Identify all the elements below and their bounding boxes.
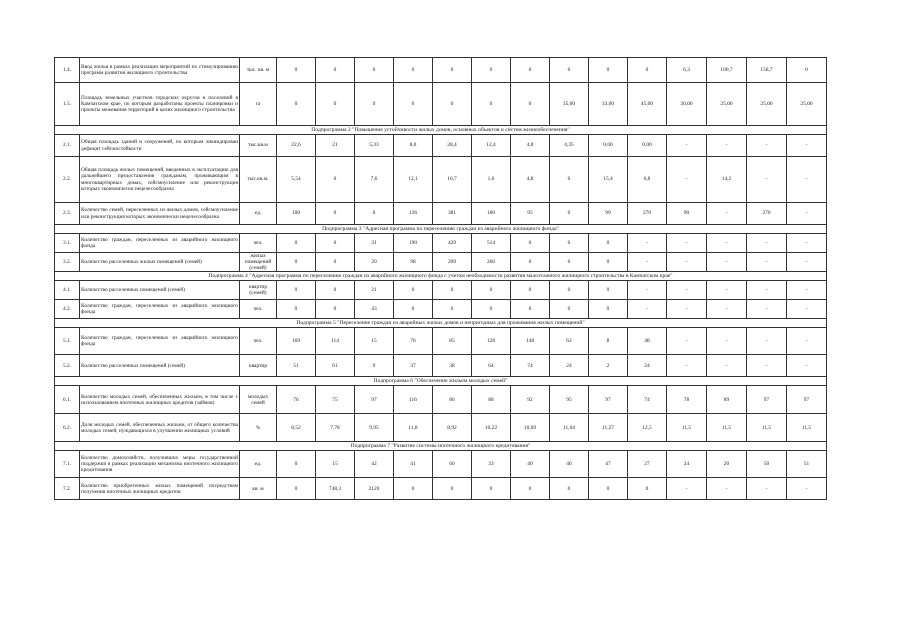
value-cell: 0 [511, 253, 550, 272]
value-cell: 97 [747, 386, 787, 414]
value-cell: 9 [355, 355, 394, 377]
value-cell: 12,5 [628, 414, 667, 442]
value-cell: 97 [355, 386, 394, 414]
value-cell: 2 [589, 355, 628, 377]
indicator-name: Ввод жилья в рамках реализации мероприятий по стимулированию программ развития жилищного строительства [80, 58, 240, 83]
value-cell: 158,7 [747, 58, 787, 83]
value-cell: - [707, 135, 747, 157]
row-number: 5.2. [55, 355, 80, 377]
value-cell: 6,3 [667, 58, 707, 83]
value-cell: 0 [550, 300, 589, 319]
value-cell: 90 [667, 203, 707, 225]
table-row [55, 414, 827, 442]
value-cell: 0 [316, 300, 355, 319]
value-cell: 0 [550, 58, 589, 83]
section-title: Подпрограмма 4 "Адресная программа по переселению граждан из аварийного жилищного фонда с учетом необходимости развития малоэтажного жилищного строительства в Камчатском крае" [55, 272, 827, 281]
row-number: 7.1. [55, 451, 80, 478]
row-number: 5.1. [55, 328, 80, 355]
value-cell: 15 [355, 328, 394, 355]
value-cell: 11,8 [394, 414, 433, 442]
value-cell: 128 [472, 328, 511, 355]
value-cell: - [747, 281, 787, 300]
value-cell: 0,00 [628, 135, 667, 157]
value-cell: 0 [550, 281, 589, 300]
value-cell: 0 [277, 300, 316, 319]
value-cell: 209 [433, 253, 472, 272]
value-cell: 748,3 [316, 478, 355, 500]
value-cell: 11,5 [747, 414, 787, 442]
value-cell: - [747, 478, 787, 500]
table-row [55, 300, 827, 319]
value-cell: 0 [433, 83, 472, 126]
value-cell: 0 [511, 58, 550, 83]
value-cell: 99 [589, 203, 628, 225]
value-cell: 92 [511, 386, 550, 414]
value-cell: 25,00 [707, 83, 747, 126]
value-cell: 0 [472, 83, 511, 126]
value-cell: 190 [394, 234, 433, 253]
value-cell: 0 [433, 281, 472, 300]
table-row [55, 234, 827, 253]
value-cell: 148 [511, 328, 550, 355]
table-row [55, 478, 827, 500]
value-cell: 0 [589, 300, 628, 319]
table-row [55, 451, 827, 478]
value-cell: 24 [628, 355, 667, 377]
value-cell: 7,78 [316, 414, 355, 442]
value-cell: 0 [394, 58, 433, 83]
value-cell: - [628, 300, 667, 319]
value-cell: - [747, 135, 787, 157]
value-cell: 11,5 [667, 414, 707, 442]
value-cell: 0 [433, 300, 472, 319]
value-cell: 4,8 [511, 135, 550, 157]
unit-cell: га [240, 83, 277, 126]
table-row [55, 328, 827, 355]
value-cell: - [747, 157, 787, 203]
value-cell: 0 [277, 58, 316, 83]
value-cell: 116 [394, 386, 433, 414]
value-cell: - [667, 135, 707, 157]
value-cell: 12,4 [472, 135, 511, 157]
value-cell: 0 [277, 253, 316, 272]
row-number: 3.1. [55, 234, 80, 253]
table-row [55, 135, 827, 157]
value-cell: - [707, 328, 747, 355]
section-title: Подпрограмма 2 "Повышение устойчивости жилых домов, основных объектов и систем жизнеобеспечения" [55, 126, 827, 135]
row-number: 6.2. [55, 414, 80, 442]
table-row [55, 386, 827, 414]
section-header-row [55, 319, 827, 328]
unit-cell: жилых помещений (семей) [240, 253, 277, 272]
value-cell: 61 [316, 355, 355, 377]
value-cell: 114 [316, 328, 355, 355]
section-title: Подпрограмма 3 "Адресная программа по переселению граждан из аварийного жилищного фонда" [55, 225, 827, 234]
value-cell: - [707, 355, 747, 377]
value-cell: - [667, 328, 707, 355]
value-cell: 5,54 [277, 157, 316, 203]
row-number: 1.5. [55, 83, 80, 126]
indicator-name: Доля молодых семей, обеспеченных жильем, от общего количества молодых семей, нуждающихся в улучшении жилищных условий [80, 414, 240, 442]
row-number: 2.3. [55, 203, 80, 225]
unit-cell: тыс.кв.м [240, 135, 277, 157]
value-cell: 22,6 [277, 135, 316, 157]
value-cell: 30,00 [667, 83, 707, 126]
value-cell: 0 [589, 234, 628, 253]
indicator-name: Количество граждан, переселенных из аварийного жилищного фонда [80, 234, 240, 253]
value-cell: 62 [550, 328, 589, 355]
value-cell: 0 [394, 300, 433, 319]
indicator-name: Площадь земельных участков городских округов и поселений в Камчатском крае, по которым разработаны проекты планировки и проекты межевания территорий в целях жилищного строительства [80, 83, 240, 126]
value-cell: 47 [589, 451, 628, 478]
value-cell: 35,00 [550, 83, 589, 126]
value-cell: - [707, 478, 747, 500]
value-cell: 0 [394, 478, 433, 500]
value-cell: 89 [707, 386, 747, 414]
indicator-name: Количество молодых семей, обеспеченных жильем, в том числе с использованием ипотечных жилищных кредитов (займов) [80, 386, 240, 414]
unit-cell: тыс. кв. м [240, 58, 277, 83]
value-cell: - [707, 203, 747, 225]
value-cell: 8,0 [394, 135, 433, 157]
value-cell: 0 [550, 203, 589, 225]
value-cell: 8,92 [433, 414, 472, 442]
value-cell: 43 [355, 300, 394, 319]
value-cell: - [707, 234, 747, 253]
section-header-row [55, 126, 827, 135]
value-cell: 0 [550, 478, 589, 500]
value-cell: - [667, 157, 707, 203]
value-cell: 0 [550, 157, 589, 203]
value-cell: 74 [628, 386, 667, 414]
value-cell: 37 [394, 355, 433, 377]
table-row [55, 157, 827, 203]
unit-cell: чел. [240, 234, 277, 253]
section-header-row [55, 442, 827, 451]
value-cell: 51 [787, 451, 827, 478]
unit-cell: чел. [240, 328, 277, 355]
value-cell: 270 [747, 203, 787, 225]
value-cell: 0 [628, 58, 667, 83]
value-cell: 11,04 [550, 414, 589, 442]
value-cell: 180 [472, 203, 511, 225]
value-cell: - [628, 253, 667, 272]
value-cell: 10,69 [511, 414, 550, 442]
value-cell: 27 [628, 451, 667, 478]
value-cell: 88 [472, 386, 511, 414]
value-cell: - [628, 281, 667, 300]
value-cell: 514 [472, 234, 511, 253]
value-cell: 0 [355, 203, 394, 225]
value-cell: 11,5 [787, 414, 827, 442]
unit-cell: чел. [240, 300, 277, 319]
table-row [55, 203, 827, 225]
value-cell: 0 [472, 300, 511, 319]
value-cell: 381 [433, 203, 472, 225]
value-cell: 4,8 [511, 157, 550, 203]
value-cell: 429 [433, 234, 472, 253]
unit-cell: молодых семей [240, 386, 277, 414]
value-cell: 33 [472, 451, 511, 478]
value-cell: 0 [316, 58, 355, 83]
value-cell: - [787, 328, 827, 355]
value-cell: - [747, 300, 787, 319]
row-number: 4.2. [55, 300, 80, 319]
value-cell: 25,00 [747, 83, 787, 126]
value-cell: 14,2 [707, 157, 747, 203]
value-cell: 0 [589, 478, 628, 500]
value-cell: 0 [277, 451, 316, 478]
row-number: 3.2. [55, 253, 80, 272]
section-header-row [55, 377, 827, 386]
value-cell: - [747, 253, 787, 272]
value-cell: - [787, 281, 827, 300]
value-cell: 2120 [355, 478, 394, 500]
value-cell: 0 [316, 253, 355, 272]
value-cell: - [667, 478, 707, 500]
value-cell: 12,1 [394, 157, 433, 203]
value-cell: 0 [394, 83, 433, 126]
value-cell: 48 [628, 328, 667, 355]
value-cell: 0 [277, 281, 316, 300]
value-cell: 85 [433, 328, 472, 355]
value-cell: 60 [433, 451, 472, 478]
value-cell: 270 [628, 203, 667, 225]
value-cell: 15,4 [589, 157, 628, 203]
value-cell: - [707, 253, 747, 272]
value-cell: 38 [433, 355, 472, 377]
value-cell: 0 [472, 281, 511, 300]
indicators-table [54, 57, 827, 500]
indicator-name: Количество расселенных помещений (семей) [80, 355, 240, 377]
value-cell: 0 [316, 203, 355, 225]
value-cell: 97 [787, 386, 827, 414]
value-cell: 1,6 [472, 157, 511, 203]
section-title: Подпрограмма 6 "Обеспечение жильем молодых семей" [55, 377, 827, 386]
value-cell: 136 [394, 203, 433, 225]
value-cell: 5,33 [355, 135, 394, 157]
value-cell: 20 [355, 253, 394, 272]
table-row [55, 83, 827, 126]
value-cell: 0 [316, 281, 355, 300]
table-row [55, 281, 827, 300]
row-number: 6.1. [55, 386, 80, 414]
value-cell: 46 [550, 451, 589, 478]
value-cell: - [787, 355, 827, 377]
value-cell: 42 [355, 451, 394, 478]
value-cell: 0 [355, 83, 394, 126]
row-number: 4.1. [55, 281, 80, 300]
table-row [55, 58, 827, 83]
value-cell: 8 [589, 328, 628, 355]
value-cell: - [628, 234, 667, 253]
value-cell: 0 [511, 281, 550, 300]
value-cell: 51 [277, 355, 316, 377]
indicator-name: Количество семей, переселенных из жилых домов, сейсмоусиление или реконструкция которых экономически нецелесообразна [80, 203, 240, 225]
value-cell: 64 [472, 355, 511, 377]
value-cell: - [667, 300, 707, 319]
table-row [55, 355, 827, 377]
value-cell: 0 [355, 58, 394, 83]
value-cell: 0 [787, 58, 827, 83]
value-cell: 0 [472, 478, 511, 500]
value-cell: 41 [394, 451, 433, 478]
value-cell: 50 [747, 451, 787, 478]
value-cell: 11,5 [707, 414, 747, 442]
value-cell: - [667, 253, 707, 272]
value-cell: 169 [277, 328, 316, 355]
value-cell: 24 [550, 355, 589, 377]
value-cell: - [747, 234, 787, 253]
value-cell: 0 [628, 478, 667, 500]
value-cell: 15 [316, 451, 355, 478]
row-number: 2.1. [55, 135, 80, 157]
section-title: Подпрограмма 7 "Развитие системы ипотечного жилищного кредитования" [55, 442, 827, 451]
value-cell: 0 [511, 478, 550, 500]
value-cell: 76 [277, 386, 316, 414]
value-cell: - [787, 300, 827, 319]
indicator-name: Количество домохозяйств, получивших меры государственной поддержки в рамках реализации механизма ипотечного жилищного кредитования [80, 451, 240, 478]
table-row [55, 253, 827, 272]
row-number: 7.2. [55, 478, 80, 500]
value-cell: 21 [316, 135, 355, 157]
value-cell: - [667, 234, 707, 253]
value-cell: 0 [316, 234, 355, 253]
value-cell: 31 [355, 234, 394, 253]
value-cell: 24 [667, 451, 707, 478]
value-cell: 11,27 [589, 414, 628, 442]
value-cell: 260 [472, 253, 511, 272]
value-cell: 75 [316, 386, 355, 414]
unit-cell: % [240, 414, 277, 442]
value-cell: 100 [277, 203, 316, 225]
indicator-name: Количество расселенных помещений (семей) [80, 281, 240, 300]
value-cell: 8,52 [277, 414, 316, 442]
value-cell: 0 [316, 157, 355, 203]
value-cell: 0 [433, 478, 472, 500]
value-cell: 0 [511, 83, 550, 126]
value-cell: - [787, 253, 827, 272]
value-cell: 86 [433, 386, 472, 414]
indicator-name: Количество приобретенных жилых помещений посредством получения ипотечных жилищных кредитов [80, 478, 240, 500]
unit-cell: кв. м [240, 478, 277, 500]
value-cell: 0 [277, 234, 316, 253]
value-cell: 0 [472, 58, 511, 83]
value-cell: 20 [707, 451, 747, 478]
value-cell: 95 [550, 386, 589, 414]
value-cell: 21 [355, 281, 394, 300]
value-cell: 0 [394, 281, 433, 300]
value-cell: 45,00 [628, 83, 667, 126]
value-cell: 16,7 [433, 157, 472, 203]
value-cell: 76 [394, 328, 433, 355]
value-cell: 28,4 [433, 135, 472, 157]
value-cell: - [707, 281, 747, 300]
value-cell: - [787, 135, 827, 157]
value-cell: 97 [589, 386, 628, 414]
unit-cell: ед. [240, 451, 277, 478]
unit-cell: ед. [240, 203, 277, 225]
value-cell: 0 [277, 83, 316, 126]
indicator-name: Общая площадь зданий и сооружений, по которым ликвидирован дефицит сейсмостойкости [80, 135, 240, 157]
section-header-row [55, 225, 827, 234]
unit-cell: тыс.кв.м. [240, 157, 277, 203]
value-cell: 0 [550, 234, 589, 253]
value-cell: 0 [589, 253, 628, 272]
unit-cell: квартир [240, 355, 277, 377]
value-cell: 78 [667, 386, 707, 414]
value-cell: 10,22 [472, 414, 511, 442]
value-cell: 33,00 [589, 83, 628, 126]
value-cell: 0 [511, 300, 550, 319]
value-cell: 74 [511, 355, 550, 377]
value-cell: 0 [511, 234, 550, 253]
row-number: 1.4. [55, 58, 80, 83]
value-cell: 100,7 [707, 58, 747, 83]
indicator-name: Общая площадь жилых помещений, введенных в эксплуатацию для дальнейшего предоставления гражданам, проживающим в многоквартирных домах, сейсмоусиление или реконструкция которых экономически нецелесообразна [80, 157, 240, 203]
value-cell: - [667, 355, 707, 377]
section-title: Подпрограмма 5 "Переселение граждан из аварийных жилых домов и непригодных для проживания жилых помещений" [55, 319, 827, 328]
value-cell: 0,00 [589, 135, 628, 157]
value-cell: 7,6 [355, 157, 394, 203]
value-cell: - [787, 203, 827, 225]
value-cell: 40 [511, 451, 550, 478]
value-cell: 98 [394, 253, 433, 272]
indicator-name: Количество граждан, переселенных из аварийного жилищного фонда [80, 328, 240, 355]
section-header-row [55, 272, 827, 281]
indicator-name: Количество расселенных жилых помещений (семей) [80, 253, 240, 272]
value-cell: - [787, 234, 827, 253]
unit-cell: квартир (семей) [240, 281, 277, 300]
value-cell: - [747, 355, 787, 377]
value-cell: 95 [511, 203, 550, 225]
value-cell: 9,95 [355, 414, 394, 442]
value-cell: 4,35 [550, 135, 589, 157]
value-cell: - [787, 157, 827, 203]
value-cell: - [787, 478, 827, 500]
value-cell: 6,8 [628, 157, 667, 203]
value-cell: 0 [277, 478, 316, 500]
value-cell: 0 [433, 58, 472, 83]
value-cell: - [667, 281, 707, 300]
value-cell: 0 [589, 58, 628, 83]
value-cell: 0 [316, 83, 355, 126]
indicator-name: Количество граждан, переселенных из аварийного жилищного фонда [80, 300, 240, 319]
value-cell: - [747, 328, 787, 355]
value-cell: - [707, 300, 747, 319]
row-number: 2.2. [55, 157, 80, 203]
value-cell: 25,00 [787, 83, 827, 126]
value-cell: 0 [550, 253, 589, 272]
value-cell: 0 [589, 281, 628, 300]
